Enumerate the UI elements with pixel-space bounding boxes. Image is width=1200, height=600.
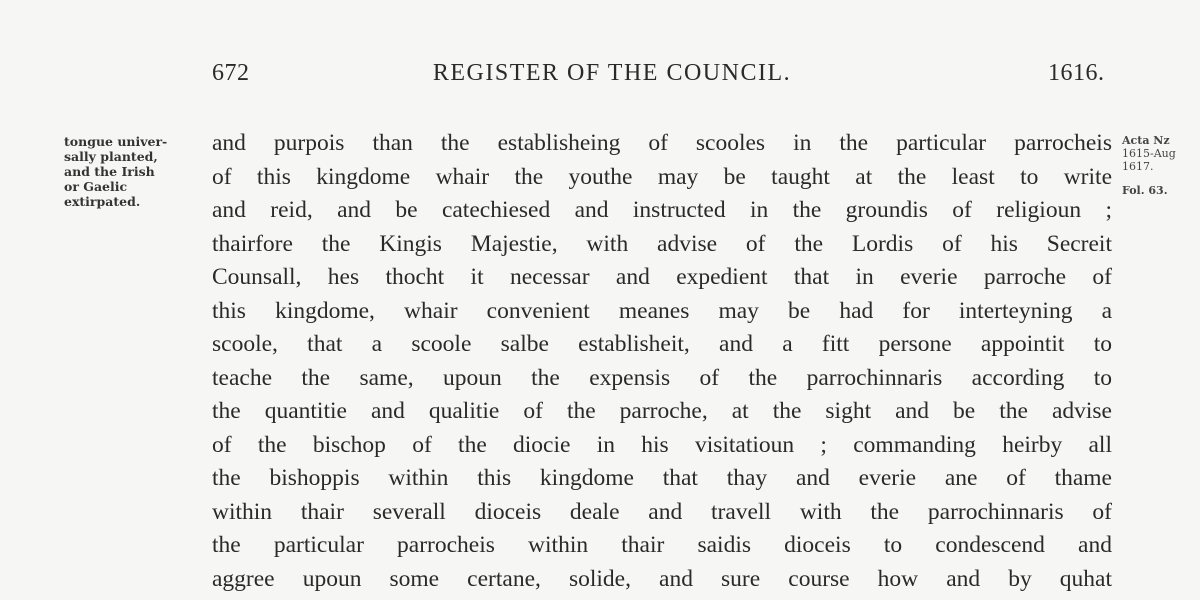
header-year: 1616.	[1048, 60, 1105, 86]
margin-note	[64, 134, 204, 209]
body-line: teache the same, upoun the expensis of the parrochinnaris according to	[212, 364, 1112, 391]
margin-note-line: tongue univer-	[64, 134, 168, 149]
margin-note-line: sally planted,	[64, 149, 158, 164]
body-text	[212, 127, 1112, 596]
margin-note-line: extirpated.	[64, 194, 141, 209]
body-line: and purpois than the establisheing of scooles in the particular parrocheis	[212, 130, 1112, 156]
body-line: of the bischop of the diocie in his visitatioun ; commanding heirby all	[212, 431, 1112, 458]
side-reference-line: Fol. 63.	[1122, 184, 1168, 197]
body-line: the bishoppis within this kingdome that thay and everie ane of thame	[212, 465, 1112, 491]
body-line: the quantitie and qualitie of the parroche, at the sight and be the advise	[212, 398, 1112, 424]
page-number: 672	[212, 60, 250, 86]
side-reference-line: 1617.	[1122, 160, 1154, 173]
body-line: this kingdome, whair convenient meanes may be had for interteyning a	[212, 297, 1112, 324]
body-line: the particular parrocheis within thair saidis dioceis to condescend and	[212, 532, 1112, 558]
margin-note-line: and the Irish	[64, 164, 155, 179]
body-line: aggree upoun some certane, solide, and sure course how and by quhat	[212, 565, 1112, 592]
side-reference-line: Acta Nz	[1122, 134, 1170, 147]
margin-note-line: or Gaelic	[64, 179, 128, 194]
body-line: scoole, that a scoole salbe establisheit, and a fitt persone appointit to	[212, 331, 1112, 357]
body-line: Counsall, hes thocht it necessar and expedient that in everie parroche of	[212, 264, 1112, 290]
page-header	[0, 58, 1200, 98]
side-reference	[1122, 134, 1200, 197]
body-line: within thair severall dioceis deale and travell with the parrochinnaris of	[212, 498, 1112, 525]
side-reference-line: 1615-Aug	[1122, 147, 1176, 160]
body-line: of this kingdome whair the youthe may be taught at the least to write	[212, 163, 1112, 190]
body-line: thairfore the Kingis Majestie, with advise of the Lordis of his Secreit	[212, 230, 1112, 257]
running-title: REGISTER OF THE COUNCIL.	[432, 60, 792, 86]
body-line: and reid, and be catechiesed and instructed in the groundis of religioun ;	[212, 197, 1112, 223]
